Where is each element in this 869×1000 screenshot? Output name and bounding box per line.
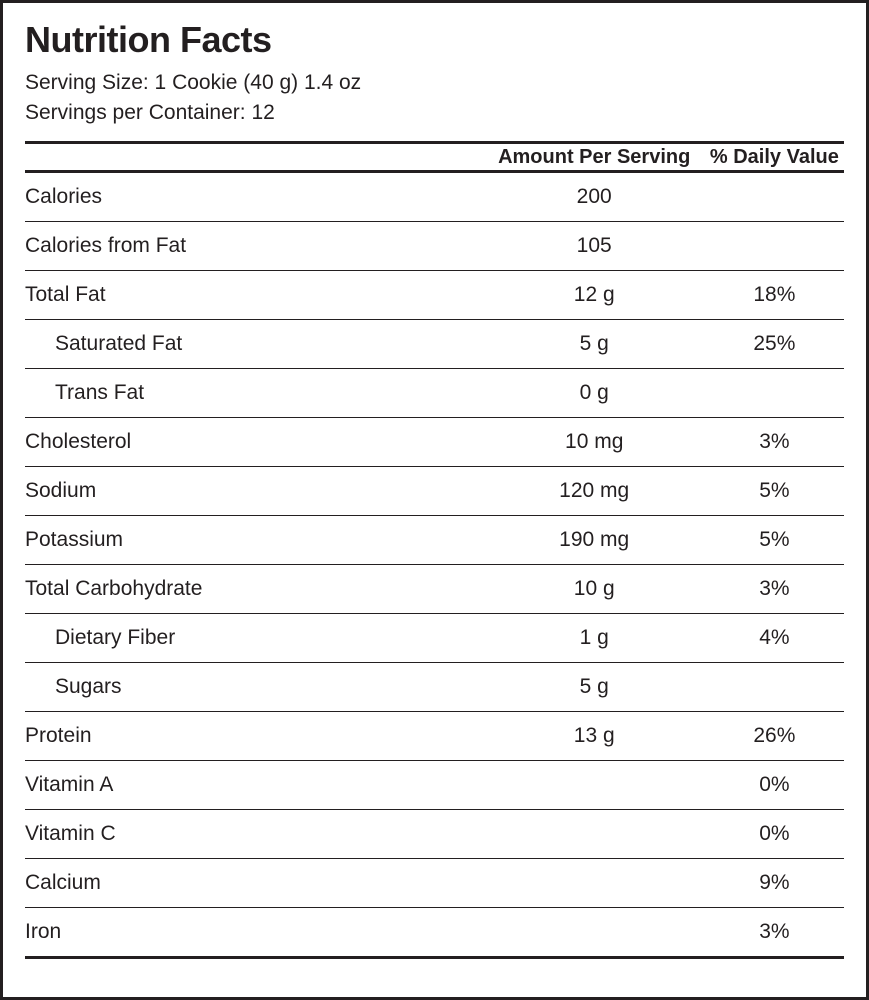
row-amount: 190 mg <box>484 515 705 564</box>
row-amount: 0 g <box>484 368 705 417</box>
row-daily-value: 3% <box>705 564 844 613</box>
row-amount: 12 g <box>484 270 705 319</box>
row-amount: 105 <box>484 221 705 270</box>
row-label: Sugars <box>25 662 484 711</box>
row-label: Sodium <box>25 466 484 515</box>
table-row <box>25 171 844 221</box>
row-daily-value: 3% <box>705 907 844 957</box>
table-row <box>25 368 844 417</box>
table-header-row <box>25 142 844 171</box>
row-label: Cholesterol <box>25 417 484 466</box>
row-amount <box>484 907 705 957</box>
column-header-nutrient <box>25 142 484 171</box>
amount-per-serving-label: Amount Per Serving <box>498 145 691 168</box>
row-daily-value: 5% <box>705 515 844 564</box>
row-label: Vitamin C <box>25 809 484 858</box>
table-row <box>25 270 844 319</box>
row-amount: 13 g <box>484 711 705 760</box>
row-daily-value: 0% <box>705 809 844 858</box>
table-row <box>25 466 844 515</box>
row-label: Total Fat <box>25 270 484 319</box>
table-row <box>25 858 844 907</box>
row-daily-value <box>705 662 844 711</box>
row-label: Potassium <box>25 515 484 564</box>
row-label: Total Carbohydrate <box>25 564 484 613</box>
page-title: Nutrition Facts <box>25 19 272 60</box>
row-daily-value <box>705 171 844 221</box>
row-amount <box>484 809 705 858</box>
percent-daily-value-label: % Daily Value <box>709 145 839 168</box>
row-daily-value: 4% <box>705 613 844 662</box>
row-daily-value: 26% <box>705 711 844 760</box>
serving-size-text: Serving Size: 1 Cookie (40 g) 1.4 oz <box>25 71 362 94</box>
table-row <box>25 319 844 368</box>
table-row <box>25 613 844 662</box>
row-amount: 120 mg <box>484 466 705 515</box>
row-amount: 1 g <box>484 613 705 662</box>
row-amount: 200 <box>484 171 705 221</box>
row-daily-value: 25% <box>705 319 844 368</box>
row-daily-value: 3% <box>705 417 844 466</box>
row-amount: 5 g <box>484 662 705 711</box>
table-row <box>25 662 844 711</box>
row-label: Protein <box>25 711 484 760</box>
row-amount: 10 mg <box>484 417 705 466</box>
table-row <box>25 417 844 466</box>
table-row <box>25 711 844 760</box>
row-label: Dietary Fiber <box>25 613 484 662</box>
row-daily-value <box>705 368 844 417</box>
row-label: Iron <box>25 907 484 957</box>
row-daily-value <box>705 221 844 270</box>
table-row <box>25 564 844 613</box>
row-daily-value: 5% <box>705 466 844 515</box>
row-amount: 5 g <box>484 319 705 368</box>
column-header-amount-per-serving <box>484 142 705 171</box>
row-daily-value: 9% <box>705 858 844 907</box>
column-header-percent-daily-value <box>705 142 844 171</box>
row-label: Calories <box>25 171 484 221</box>
row-daily-value: 0% <box>705 760 844 809</box>
nutrition-table-body <box>25 171 844 957</box>
row-amount <box>484 858 705 907</box>
row-amount <box>484 760 705 809</box>
row-label: Saturated Fat <box>25 319 484 368</box>
table-row <box>25 809 844 858</box>
nutrition-table <box>25 141 844 959</box>
table-row <box>25 515 844 564</box>
table-row <box>25 221 844 270</box>
row-label: Trans Fat <box>25 368 484 417</box>
table-row <box>25 907 844 957</box>
row-label: Vitamin A <box>25 760 484 809</box>
row-amount: 10 g <box>484 564 705 613</box>
table-row <box>25 760 844 809</box>
row-label: Calcium <box>25 858 484 907</box>
servings-per-container-text: Servings per Container: 12 <box>25 101 275 125</box>
row-label: Calories from Fat <box>25 221 484 270</box>
row-daily-value: 18% <box>705 270 844 319</box>
